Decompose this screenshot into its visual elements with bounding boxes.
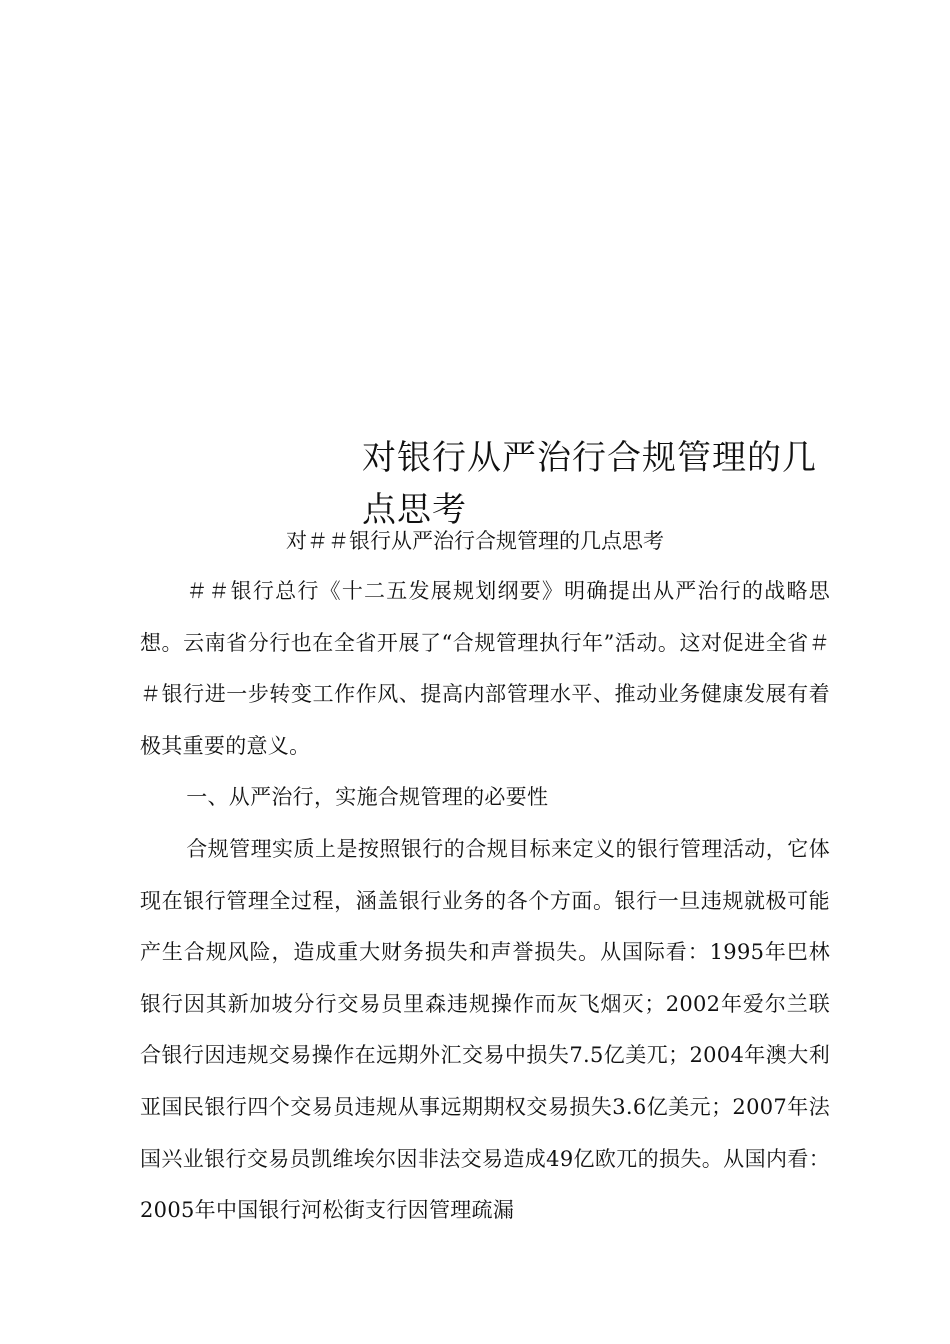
section-heading-1: 一、从严治行，实施合规管理的必要性: [186, 785, 549, 810]
paragraph-compliance: 合规管理实质上是按照银行的合规目标来定义的银行管理活动，它体现在银行管理全过程，涵盖银行业务的各个方面。银行一旦违规就极可能产生合规风险，造成重大财务损失和声誉损失。从国际看：1995年巴林银行因其新加坡分行交易员里森违规操作而灰飞烟灭；2002年爱尔兰联合银行因违规交易操作在远期外汇交易中损失7.5亿美兀；2004年澳大利亚国民银行四个交易员违规从事远期期权交易损失3.6亿美元；2007年法国兴业银行交易员凯维埃尔因非法交易造成49亿欧兀的损失。从国内看：2005年中国银行河松街支行因管理疏漏: [140, 836, 830, 1223]
document-body: [140, 566, 830, 1237]
paragraph-intro: ＃＃银行总行《十二五发展规划纲要》明确提出从严治行的战略思想。云南省分行也在全省开展了“合规管理执行年”活动。这对促进全省＃＃银行进一步转变工作作风、提高内部管理水平、推动业务健康发展有着极其重要的意义。: [140, 579, 830, 758]
document-subtitle: 对＃＃银行从严治行合规管理的几点思考: [286, 529, 664, 553]
document-title: 对银行从严治行合规管理的几点思考: [362, 438, 817, 530]
